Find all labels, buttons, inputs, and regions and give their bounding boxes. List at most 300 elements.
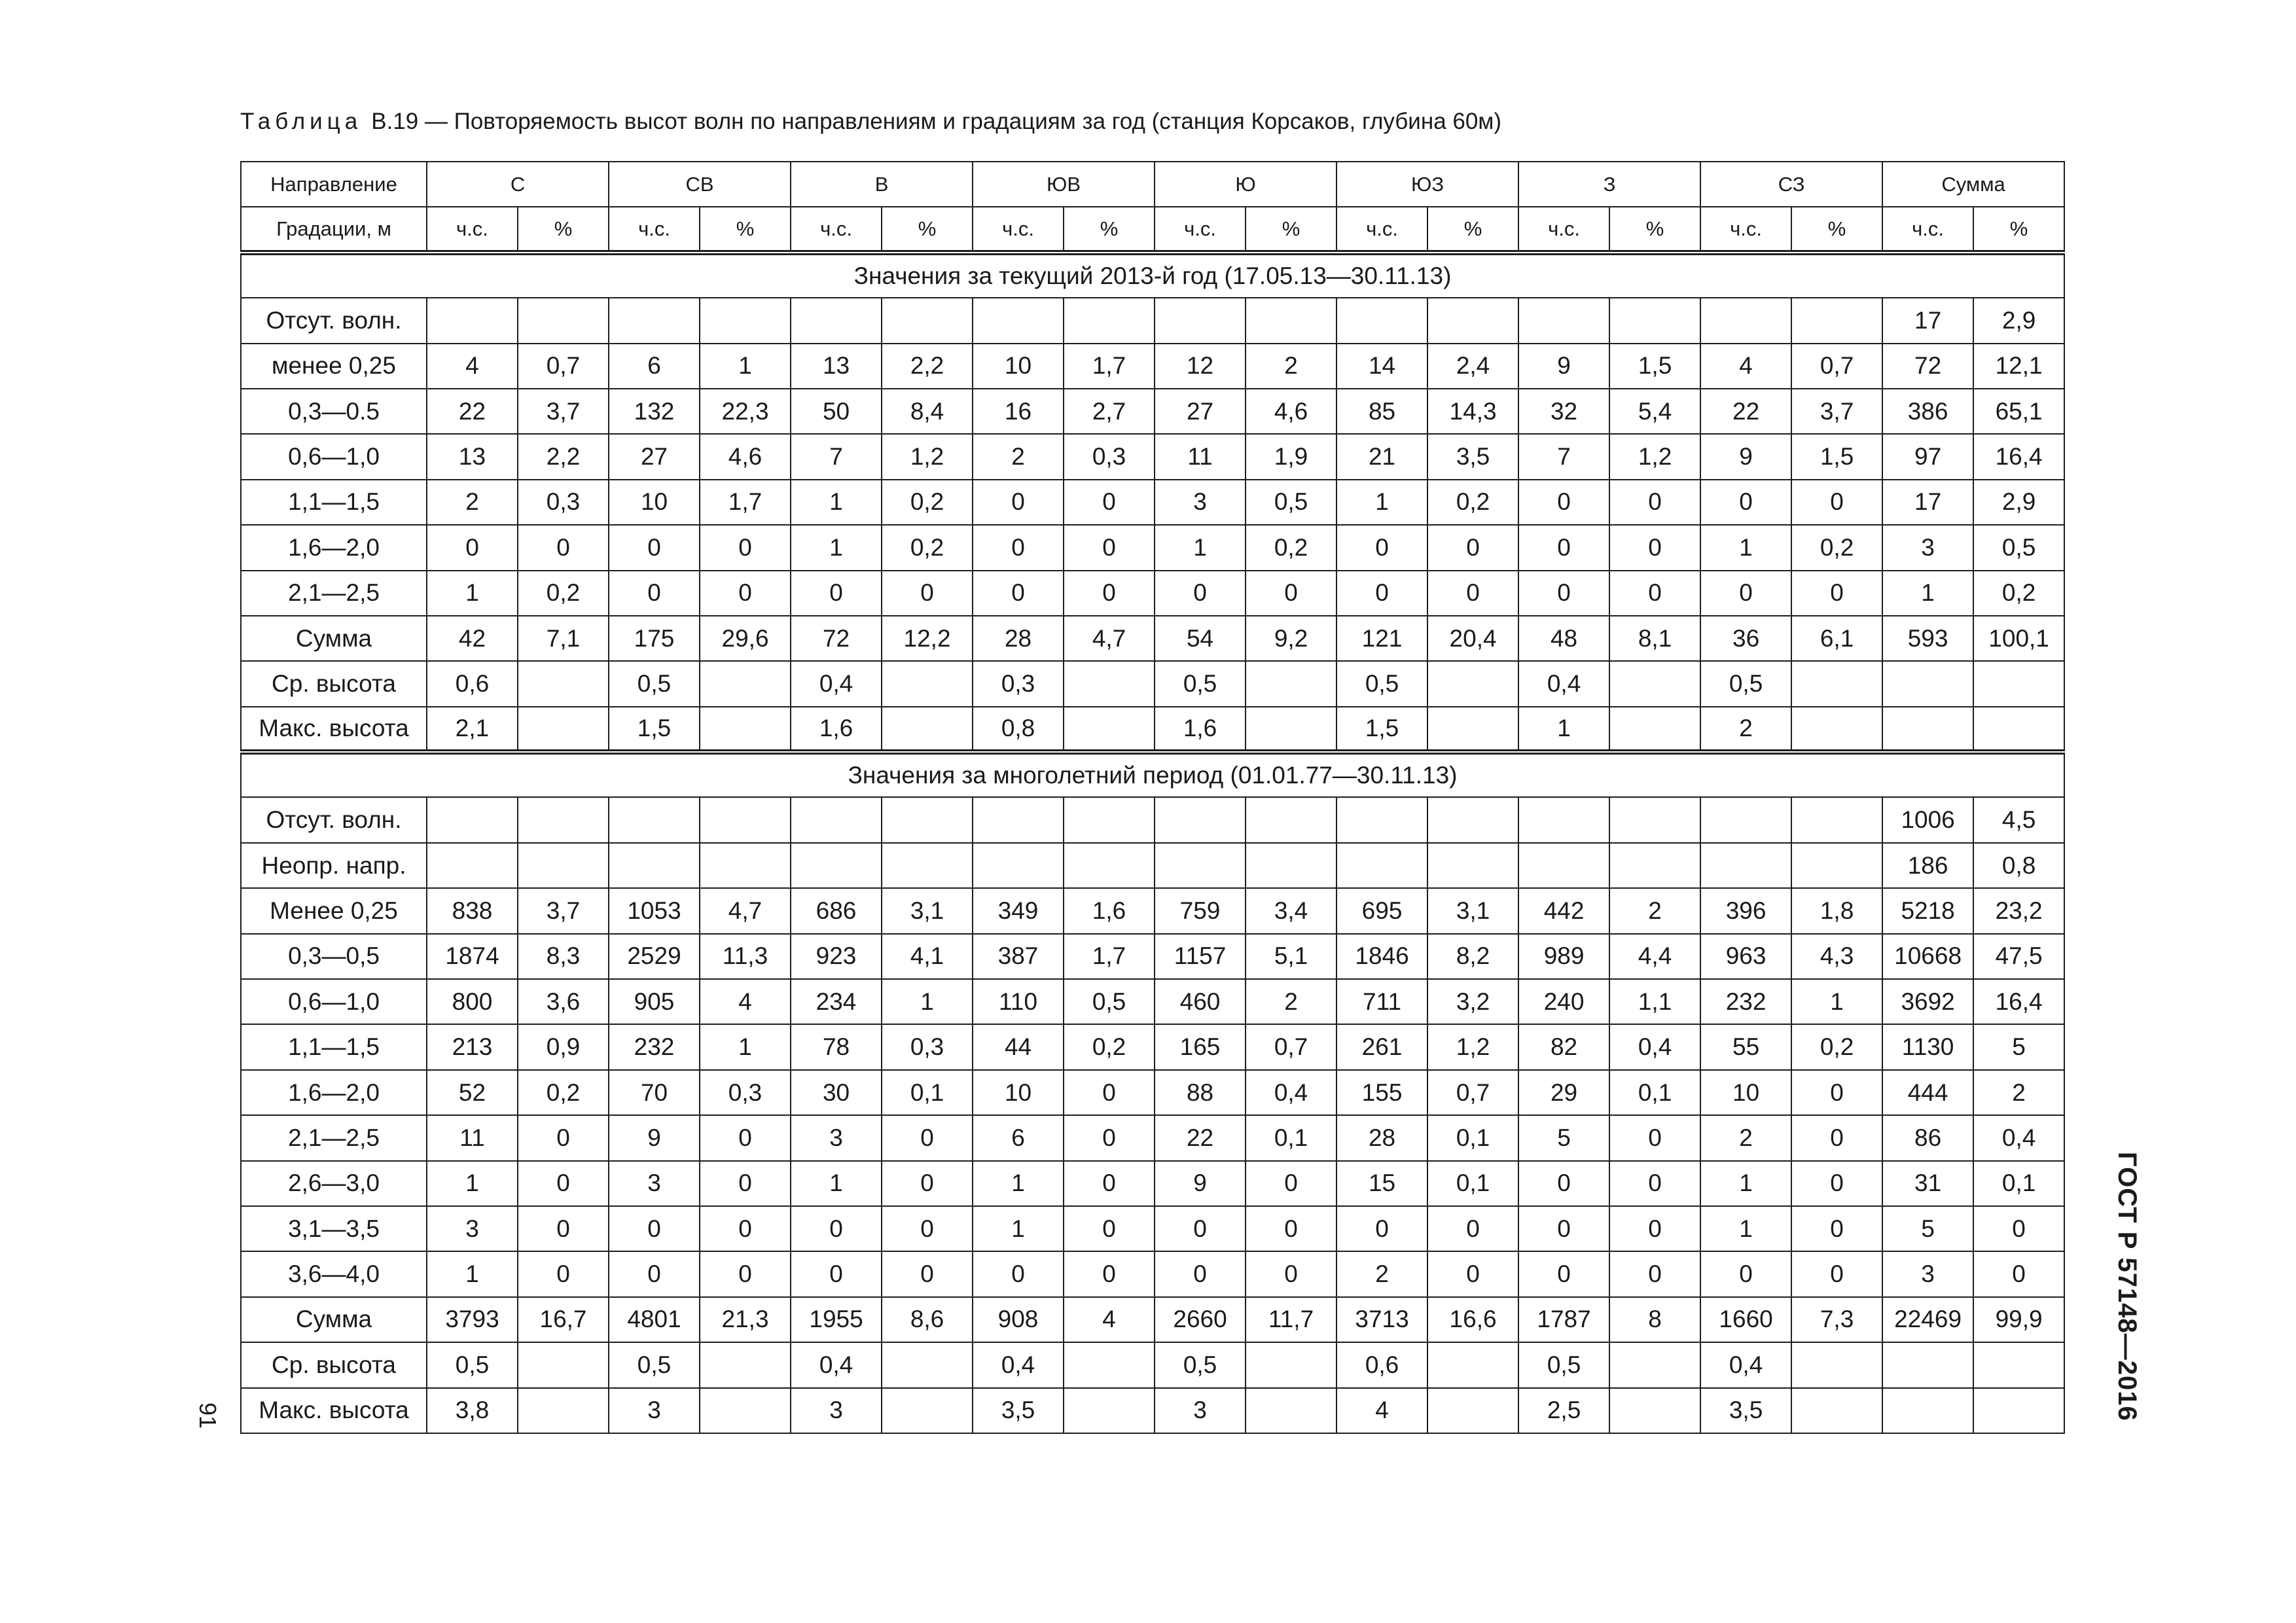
table-cell: 593: [1882, 616, 1973, 661]
table-cell: 1,2: [882, 434, 973, 479]
table-cell: 0,5: [1155, 1342, 1246, 1387]
table-cell: 7: [791, 434, 882, 479]
table-cell: 0,1: [1246, 1115, 1336, 1160]
table-cell: [791, 298, 882, 343]
table-cell: 42: [427, 616, 518, 661]
table-cell: 0,5: [1336, 661, 1427, 706]
table-cell: [1791, 1342, 1882, 1387]
header-subcol-percent: %: [700, 207, 791, 252]
table-cell: 0: [1973, 1206, 2064, 1251]
table-cell: [1518, 298, 1609, 343]
table-cell: [700, 661, 791, 706]
row-label: менее 0,25: [241, 344, 427, 389]
table-cell: 99,9: [1973, 1297, 2064, 1342]
table-cell: 12,2: [882, 616, 973, 661]
table-cell: 0: [882, 1206, 973, 1251]
table-cell: 10668: [1882, 934, 1973, 979]
table-cell: 8,3: [518, 934, 609, 979]
table-cell: 0,2: [882, 525, 973, 570]
table-cell: 100,1: [1973, 616, 2064, 661]
table-cell: [791, 797, 882, 842]
table-cell: 0: [1064, 1115, 1155, 1160]
row-label: Отсут. волн.: [241, 797, 427, 842]
table-cell: 1660: [1700, 1297, 1791, 1342]
table-cell: [1246, 797, 1336, 842]
table-caption: [240, 109, 1501, 135]
table-cell: [1246, 707, 1336, 752]
table-cell: 3,7: [1791, 389, 1882, 434]
table-cell: 22,3: [700, 389, 791, 434]
table-cell: 838: [427, 888, 518, 933]
table-cell: 0: [1791, 480, 1882, 525]
table-cell: 1,6: [1155, 707, 1246, 752]
table-cell: 0: [1609, 1115, 1700, 1160]
table-cell: 4,5: [1973, 797, 2064, 842]
table-cell: 6,1: [1791, 616, 1882, 661]
row-label: 0,6—1,0: [241, 979, 427, 1024]
table-cell: [1064, 298, 1155, 343]
table-cell: 0,3: [1064, 434, 1155, 479]
table-cell: 1: [1518, 707, 1609, 752]
table-row: [241, 843, 2064, 888]
table-cell: 4,3: [1791, 934, 1882, 979]
header-row-subcolumns: [241, 207, 2064, 252]
table-cell: 232: [609, 1024, 700, 1069]
header-subcol-percent: %: [882, 207, 973, 252]
table-row: [241, 661, 2064, 706]
table-cell: 1: [973, 1161, 1064, 1206]
table-cell: [518, 843, 609, 888]
table-cell: 2,1: [427, 707, 518, 752]
table-cell: 9: [1518, 344, 1609, 389]
table-cell: 0,1: [882, 1070, 973, 1115]
table-cell: [1518, 843, 1609, 888]
table-cell: 0,3: [518, 480, 609, 525]
table-cell: 22469: [1882, 1297, 1973, 1342]
table-cell: [1791, 843, 1882, 888]
table-cell: 1,5: [1609, 344, 1700, 389]
table-cell: 0,1: [1973, 1161, 2064, 1206]
table-cell: 3: [1155, 480, 1246, 525]
table-cell: 0: [791, 1251, 882, 1296]
table-cell: 0: [1064, 1070, 1155, 1115]
table-cell: 0: [1518, 525, 1609, 570]
table-cell: 0,4: [1700, 1342, 1791, 1387]
table-row: [241, 979, 2064, 1024]
section-title-row: [241, 253, 2064, 298]
table-cell: 4,6: [700, 434, 791, 479]
table-cell: 0,7: [1791, 344, 1882, 389]
table-cell: [1246, 298, 1336, 343]
table-cell: 0,6: [1336, 1342, 1427, 1387]
table-cell: [1427, 1388, 1518, 1433]
table-cell: 213: [427, 1024, 518, 1069]
table-cell: 232: [1700, 979, 1791, 1024]
table-cell: 0: [1973, 1251, 2064, 1296]
table-cell: 1: [791, 525, 882, 570]
table-cell: [1064, 843, 1155, 888]
table-cell: 0: [1336, 525, 1427, 570]
table-cell: 0: [1609, 1206, 1700, 1251]
table-cell: [1518, 797, 1609, 842]
table-cell: 3,6: [518, 979, 609, 1024]
table-cell: 0: [700, 525, 791, 570]
table-cell: 1: [882, 979, 973, 1024]
table-cell: 0: [1155, 1206, 1246, 1251]
table-cell: 460: [1155, 979, 1246, 1024]
row-label: Макс. высота: [241, 1388, 427, 1433]
table-row: [241, 1024, 2064, 1069]
table-cell: 22: [1155, 1115, 1246, 1160]
table-cell: 16: [973, 389, 1064, 434]
table-cell: [882, 298, 973, 343]
table-cell: [1791, 707, 1882, 752]
table-cell: [1064, 707, 1155, 752]
table-cell: [1700, 843, 1791, 888]
table-cell: [427, 298, 518, 343]
row-label: 3,1—3,5: [241, 1206, 427, 1251]
header-direction: ЮВ: [973, 162, 1155, 207]
table-cell: 0,3: [882, 1024, 973, 1069]
table-cell: 47,5: [1973, 934, 2064, 979]
table-cell: 1: [1700, 1206, 1791, 1251]
table-cell: [1973, 1388, 2064, 1433]
table-cell: 0: [882, 1161, 973, 1206]
header-subcol-count: ч.с.: [427, 207, 518, 252]
table-cell: 0: [700, 1115, 791, 1160]
table-cell: 165: [1155, 1024, 1246, 1069]
table-cell: 7: [1518, 434, 1609, 479]
table-cell: [973, 298, 1064, 343]
header-subcol-count: ч.с.: [1336, 207, 1427, 252]
row-label: 1,6—2,0: [241, 1070, 427, 1115]
table-cell: 2: [1336, 1251, 1427, 1296]
table-row: [241, 389, 2064, 434]
table-cell: 2660: [1155, 1297, 1246, 1342]
table-cell: 1053: [609, 888, 700, 933]
table-cell: 13: [427, 434, 518, 479]
table-cell: [1064, 1388, 1155, 1433]
table-cell: [882, 1388, 973, 1433]
table-cell: 0: [1246, 1206, 1336, 1251]
table-cell: 4,7: [1064, 616, 1155, 661]
table-cell: 2: [1700, 1115, 1791, 1160]
table-cell: [1427, 1342, 1518, 1387]
table-cell: 0,1: [1427, 1115, 1518, 1160]
row-label: 0,3—0,5: [241, 934, 427, 979]
table-cell: 1: [1336, 480, 1427, 525]
table-cell: [609, 843, 700, 888]
table-cell: 0: [1791, 1115, 1882, 1160]
table-cell: 54: [1155, 616, 1246, 661]
wave-height-table: [240, 161, 2065, 1434]
table-cell: 0,9: [518, 1024, 609, 1069]
header-row-directions: [241, 162, 2064, 207]
table-row: [241, 1297, 2064, 1342]
table-cell: 0,2: [1791, 1024, 1882, 1069]
table-cell: 2,9: [1973, 480, 2064, 525]
table-cell: [518, 298, 609, 343]
table-cell: 70: [609, 1070, 700, 1115]
table-cell: 1: [1700, 525, 1791, 570]
table-cell: 1,1: [1609, 979, 1700, 1024]
table-cell: 1,7: [700, 480, 791, 525]
table-cell: [1791, 797, 1882, 842]
table-cell: 11,7: [1246, 1297, 1336, 1342]
table-cell: 3,1: [882, 888, 973, 933]
table-cell: [973, 843, 1064, 888]
table-cell: 9: [609, 1115, 700, 1160]
table-cell: [882, 843, 973, 888]
table-cell: 2: [973, 434, 1064, 479]
table-cell: 0: [427, 525, 518, 570]
table-cell: 30: [791, 1070, 882, 1115]
table-cell: 17: [1882, 480, 1973, 525]
table-cell: 0: [1246, 1251, 1336, 1296]
table-row: [241, 525, 2064, 570]
table-cell: 0: [1427, 1206, 1518, 1251]
table-cell: [609, 298, 700, 343]
table-cell: 121: [1336, 616, 1427, 661]
table-cell: 2,7: [1064, 389, 1155, 434]
table-cell: 0: [1700, 480, 1791, 525]
row-label: 1,1—1,5: [241, 480, 427, 525]
table-cell: [1427, 843, 1518, 888]
table-cell: 3692: [1882, 979, 1973, 1024]
table-cell: 0: [1427, 571, 1518, 616]
table-cell: 0: [882, 571, 973, 616]
table-cell: [700, 1342, 791, 1387]
table-cell: [518, 1342, 609, 1387]
table-cell: 0: [609, 571, 700, 616]
table-cell: 0: [1609, 480, 1700, 525]
table-cell: 2: [1700, 707, 1791, 752]
table-cell: 963: [1700, 934, 1791, 979]
table-cell: [1882, 1388, 1973, 1433]
table-cell: [1973, 707, 2064, 752]
table-cell: 9,2: [1246, 616, 1336, 661]
table-cell: [1609, 1388, 1700, 1433]
table-cell: 0,5: [1246, 480, 1336, 525]
table-cell: [1336, 843, 1427, 888]
standard-designation: ГОСТ Р 57148—2016: [2113, 1152, 2142, 1421]
table-cell: 23,2: [1973, 888, 2064, 933]
table-cell: 132: [609, 389, 700, 434]
table-cell: 0,1: [1427, 1161, 1518, 1206]
table-cell: 14,3: [1427, 389, 1518, 434]
table-cell: 3: [609, 1388, 700, 1433]
table-cell: 4,1: [882, 934, 973, 979]
table-cell: 0,4: [791, 661, 882, 706]
table-cell: 1,5: [1791, 434, 1882, 479]
table-cell: 3: [791, 1388, 882, 1433]
table-cell: 1: [1791, 979, 1882, 1024]
table-row: [241, 934, 2064, 979]
table-cell: [1700, 797, 1791, 842]
table-cell: 5218: [1882, 888, 1973, 933]
table-cell: 0: [1246, 1161, 1336, 1206]
table-cell: 9: [1155, 1161, 1246, 1206]
table-cell: 65,1: [1973, 389, 2064, 434]
table-cell: 0: [1064, 480, 1155, 525]
table-cell: 1: [1882, 571, 1973, 616]
table-cell: 3,5: [1427, 434, 1518, 479]
table-cell: 4,4: [1609, 934, 1700, 979]
table-cell: [1064, 1342, 1155, 1387]
table-cell: 1,2: [1609, 434, 1700, 479]
table-cell: 0: [1700, 1251, 1791, 1296]
table-cell: [1700, 298, 1791, 343]
table-cell: 22: [1700, 389, 1791, 434]
table-cell: [1427, 797, 1518, 842]
table-cell: 0,7: [1427, 1070, 1518, 1115]
table-cell: 1874: [427, 934, 518, 979]
table-cell: 3,8: [427, 1388, 518, 1433]
table-cell: 5: [1518, 1115, 1609, 1160]
table-cell: [700, 298, 791, 343]
table-cell: 21: [1336, 434, 1427, 479]
table-cell: 0,4: [791, 1342, 882, 1387]
table-row: [241, 616, 2064, 661]
table-cell: 14: [1336, 344, 1427, 389]
header-direction: В: [791, 162, 973, 207]
section-title: Значения за многолетний период (01.01.77—30.11.13): [241, 752, 2064, 797]
table-cell: 1846: [1336, 934, 1427, 979]
header-subcol-percent: %: [1246, 207, 1336, 252]
table-cell: [1246, 661, 1336, 706]
table-cell: 0,5: [609, 1342, 700, 1387]
table-cell: 7,1: [518, 616, 609, 661]
table-cell: 175: [609, 616, 700, 661]
table-cell: 55: [1700, 1024, 1791, 1069]
table-cell: 29,6: [700, 616, 791, 661]
table-cell: 0,5: [609, 661, 700, 706]
table-row: [241, 571, 2064, 616]
table-cell: [1791, 661, 1882, 706]
header-direction: Ю: [1155, 162, 1336, 207]
table-cell: 0: [1064, 1251, 1155, 1296]
table-cell: 1,7: [1064, 344, 1155, 389]
table-cell: 17: [1882, 298, 1973, 343]
table-cell: 2529: [609, 934, 700, 979]
table-row: [241, 1342, 2064, 1387]
row-label: Сумма: [241, 1297, 427, 1342]
table-cell: 2: [1246, 344, 1336, 389]
row-label: 3,6—4,0: [241, 1251, 427, 1296]
row-label: Ср. высота: [241, 661, 427, 706]
table-cell: 3,1: [1427, 888, 1518, 933]
table-cell: 905: [609, 979, 700, 1024]
table-cell: 1787: [1518, 1297, 1609, 1342]
table-cell: 0: [609, 525, 700, 570]
table-cell: 908: [973, 1297, 1064, 1342]
row-label: Неопр. напр.: [241, 843, 427, 888]
table-cell: 0: [1427, 525, 1518, 570]
table-cell: 1,9: [1246, 434, 1336, 479]
table-cell: 2,5: [1518, 1388, 1609, 1433]
table-cell: [1882, 707, 1973, 752]
table-cell: [1064, 661, 1155, 706]
row-label: 0,6—1,0: [241, 434, 427, 479]
table-cell: 1: [973, 1206, 1064, 1251]
header-subcol-count: ч.с.: [791, 207, 882, 252]
table-cell: 10: [609, 480, 700, 525]
table-cell: 1,2: [1427, 1024, 1518, 1069]
table-cell: 12,1: [1973, 344, 2064, 389]
row-label: Менее 0,25: [241, 888, 427, 933]
caption-text: В.19 — Повторяемость высот волн по направлениям и градациям за год (станция Корсаков, глубина 60м): [371, 109, 1502, 134]
table-cell: 0: [1791, 1251, 1882, 1296]
table-row: [241, 707, 2064, 752]
table-cell: 0: [1518, 480, 1609, 525]
table-cell: 3713: [1336, 1297, 1427, 1342]
table-cell: 16,6: [1427, 1297, 1518, 1342]
table-cell: 8,1: [1609, 616, 1700, 661]
table-cell: 0,8: [973, 707, 1064, 752]
table-cell: 6: [609, 344, 700, 389]
table-cell: 0,2: [1064, 1024, 1155, 1069]
table-cell: 0: [1518, 1251, 1609, 1296]
table-cell: 86: [1882, 1115, 1973, 1160]
row-label: Отсут. волн.: [241, 298, 427, 343]
table-cell: 4801: [609, 1297, 700, 1342]
table-cell: 0,5: [427, 1342, 518, 1387]
table-cell: 0,6: [427, 661, 518, 706]
table-cell: [1427, 661, 1518, 706]
table-cell: [1609, 298, 1700, 343]
row-label: 0,3—0.5: [241, 389, 427, 434]
table-cell: [1427, 298, 1518, 343]
table-cell: 0: [1518, 571, 1609, 616]
header-direction: Сумма: [1882, 162, 2064, 207]
table-cell: [609, 797, 700, 842]
header-subcol-count: ч.с.: [1518, 207, 1609, 252]
table-cell: 2: [1609, 888, 1700, 933]
table-cell: [427, 843, 518, 888]
table-cell: [1609, 1342, 1700, 1387]
table-cell: 0: [973, 571, 1064, 616]
table-cell: 186: [1882, 843, 1973, 888]
table-cell: 0,1: [1609, 1070, 1700, 1115]
table-cell: 110: [973, 979, 1064, 1024]
row-label: 2,1—2,5: [241, 571, 427, 616]
table-cell: 3: [1882, 1251, 1973, 1296]
table-cell: [1336, 298, 1427, 343]
table-cell: 1157: [1155, 934, 1246, 979]
table-cell: 759: [1155, 888, 1246, 933]
header-subcol-count: ч.с.: [1700, 207, 1791, 252]
table-cell: 0: [700, 1161, 791, 1206]
table-cell: 7,3: [1791, 1297, 1882, 1342]
header-subcol-percent: %: [1064, 207, 1155, 252]
table-cell: 1: [791, 480, 882, 525]
row-label: 1,1—1,5: [241, 1024, 427, 1069]
header-direction: З: [1518, 162, 1700, 207]
table-cell: 0,2: [1791, 525, 1882, 570]
table-cell: 0: [1518, 1161, 1609, 1206]
page-number: 91: [194, 1402, 221, 1429]
table-cell: [1246, 843, 1336, 888]
table-cell: 1: [427, 1161, 518, 1206]
table-cell: [518, 1388, 609, 1433]
table-cell: 240: [1518, 979, 1609, 1024]
table-cell: 8: [1609, 1297, 1700, 1342]
header-direction: ЮЗ: [1336, 162, 1518, 207]
table-cell: 3,7: [518, 389, 609, 434]
table-cell: [518, 707, 609, 752]
table-cell: 5: [1973, 1024, 2064, 1069]
table-cell: 0: [1155, 1251, 1246, 1296]
